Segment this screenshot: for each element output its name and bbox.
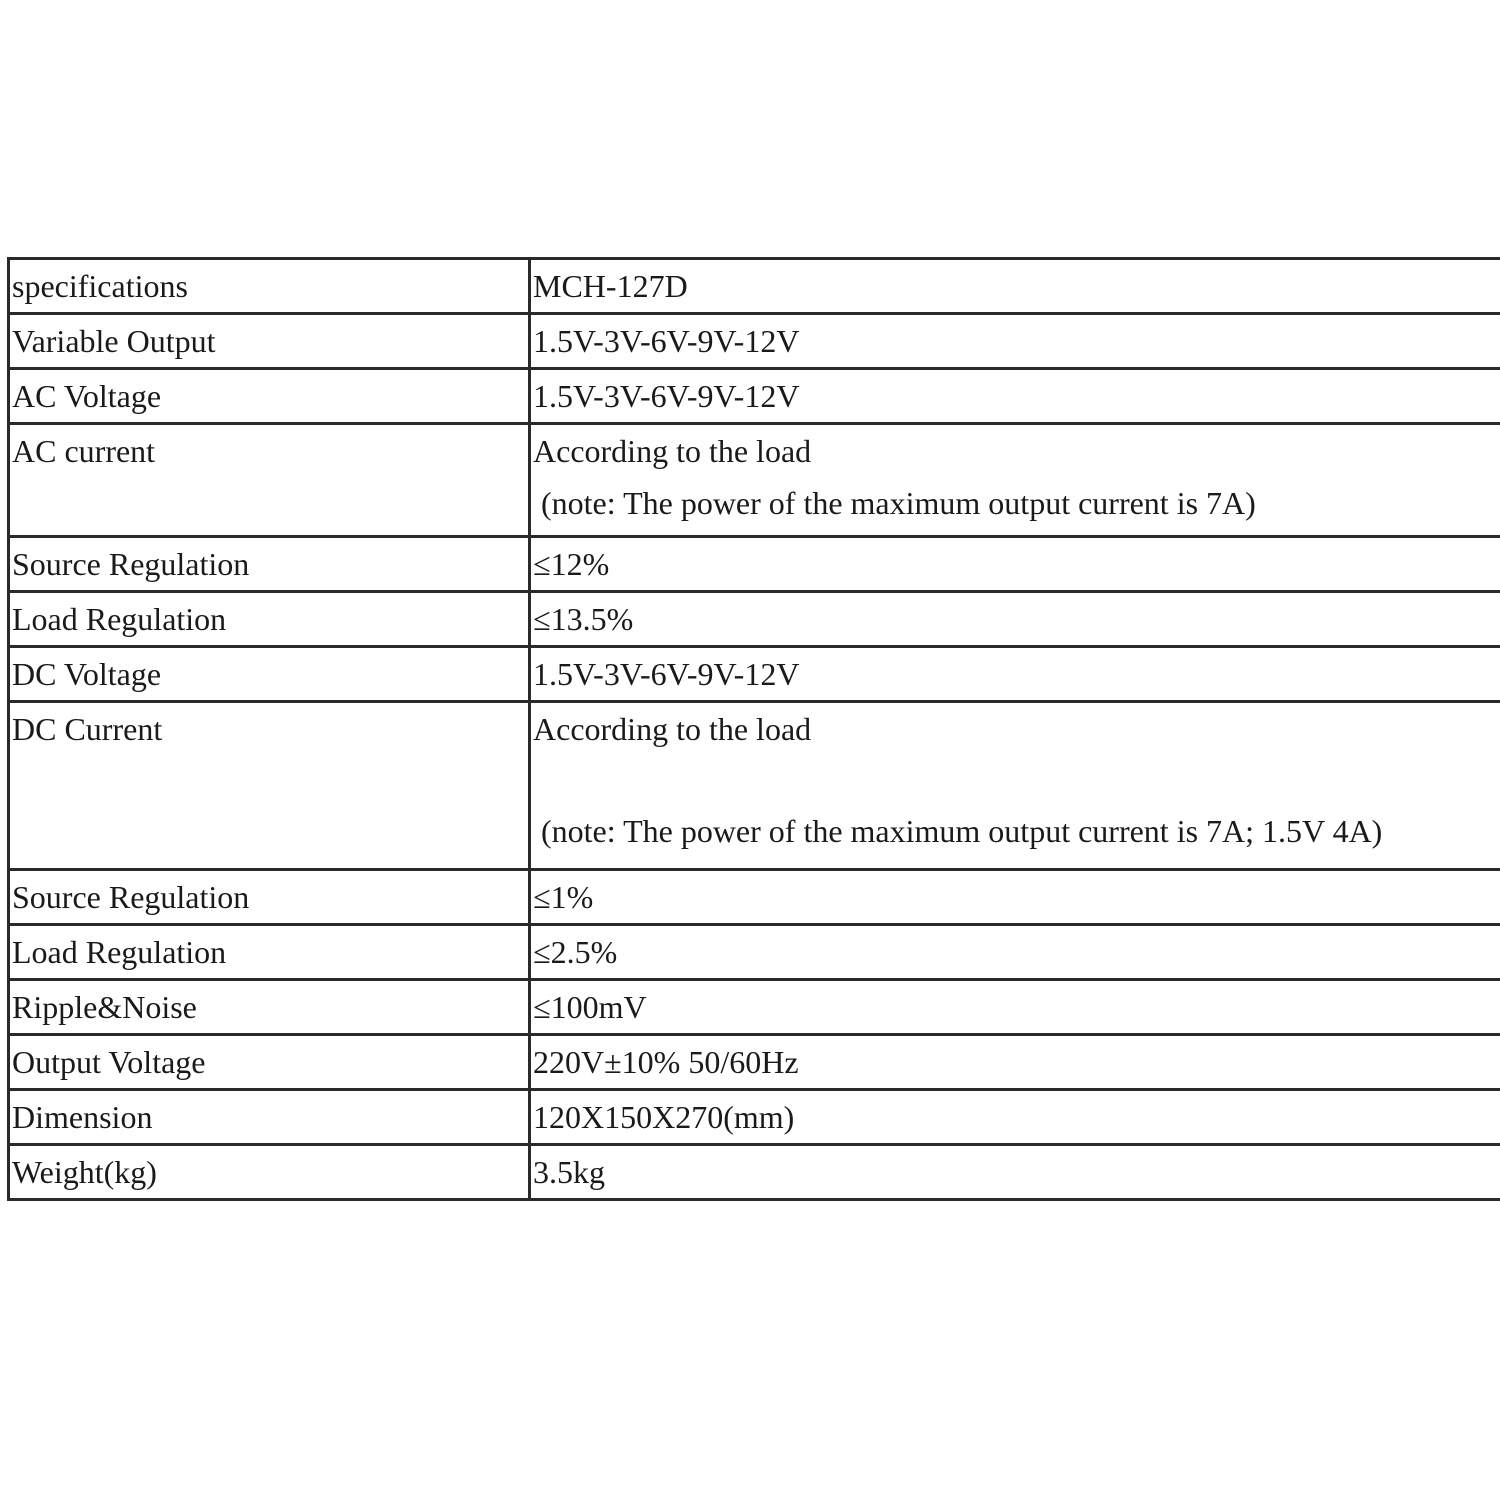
table-row: [9, 1035, 1500, 1090]
table-row: [9, 424, 1500, 537]
table-row: [9, 369, 1500, 424]
spec-label: Load Regulation: [9, 592, 530, 647]
spec-label: DC Voltage: [9, 647, 530, 702]
spec-value: 1.5V-3V-6V-9V-12V: [530, 647, 1500, 702]
spec-value: ≤12%: [530, 537, 1500, 592]
spec-label: AC Voltage: [9, 369, 530, 424]
spec-value: 220V±10% 50/60Hz: [530, 1035, 1500, 1090]
spec-value: 1.5V-3V-6V-9V-12V: [530, 369, 1500, 424]
spec-value: MCH-127D: [530, 259, 1500, 314]
spec-label: Source Regulation: [9, 870, 530, 925]
spec-value: 1.5V-3V-6V-9V-12V: [530, 314, 1500, 369]
spec-value-cell: [530, 702, 1500, 870]
spec-label: Dimension: [9, 1090, 530, 1145]
table-row: [9, 592, 1500, 647]
specifications-table: [7, 257, 1500, 1201]
table-row: [9, 980, 1500, 1035]
table-row: [9, 870, 1500, 925]
spec-label: AC current: [9, 424, 530, 537]
table-row: [9, 537, 1500, 592]
spec-label: Variable Output: [9, 314, 530, 369]
spec-value-cell: [530, 424, 1500, 537]
spec-value: 120X150X270(mm): [530, 1090, 1500, 1145]
spec-value: According to the load: [533, 433, 812, 469]
spec-label: specifications: [9, 259, 530, 314]
spec-value: ≤2.5%: [530, 925, 1500, 980]
spec-label: Load Regulation: [9, 925, 530, 980]
spec-label: DC Current: [9, 702, 530, 870]
table-row: [9, 259, 1500, 314]
spec-value: ≤1%: [530, 870, 1500, 925]
spec-note: (note: The power of the maximum output current is 7A): [541, 485, 1256, 521]
spec-value: ≤13.5%: [530, 592, 1500, 647]
spec-label: Source Regulation: [9, 537, 530, 592]
spec-value: 3.5kg: [530, 1145, 1500, 1200]
table-row: [9, 702, 1500, 870]
table-row: [9, 1145, 1500, 1200]
spec-value: According to the load: [533, 711, 812, 747]
spec-label: Weight(kg): [9, 1145, 530, 1200]
table-row: [9, 1090, 1500, 1145]
spec-label: Ripple&Noise: [9, 980, 530, 1035]
table-row: [9, 647, 1500, 702]
spec-note: (note: The power of the maximum output current is 7A; 1.5V 4A): [541, 813, 1383, 849]
spec-label: Output Voltage: [9, 1035, 530, 1090]
spec-value: ≤100mV: [530, 980, 1500, 1035]
table-row: [9, 314, 1500, 369]
table-row: [9, 925, 1500, 980]
